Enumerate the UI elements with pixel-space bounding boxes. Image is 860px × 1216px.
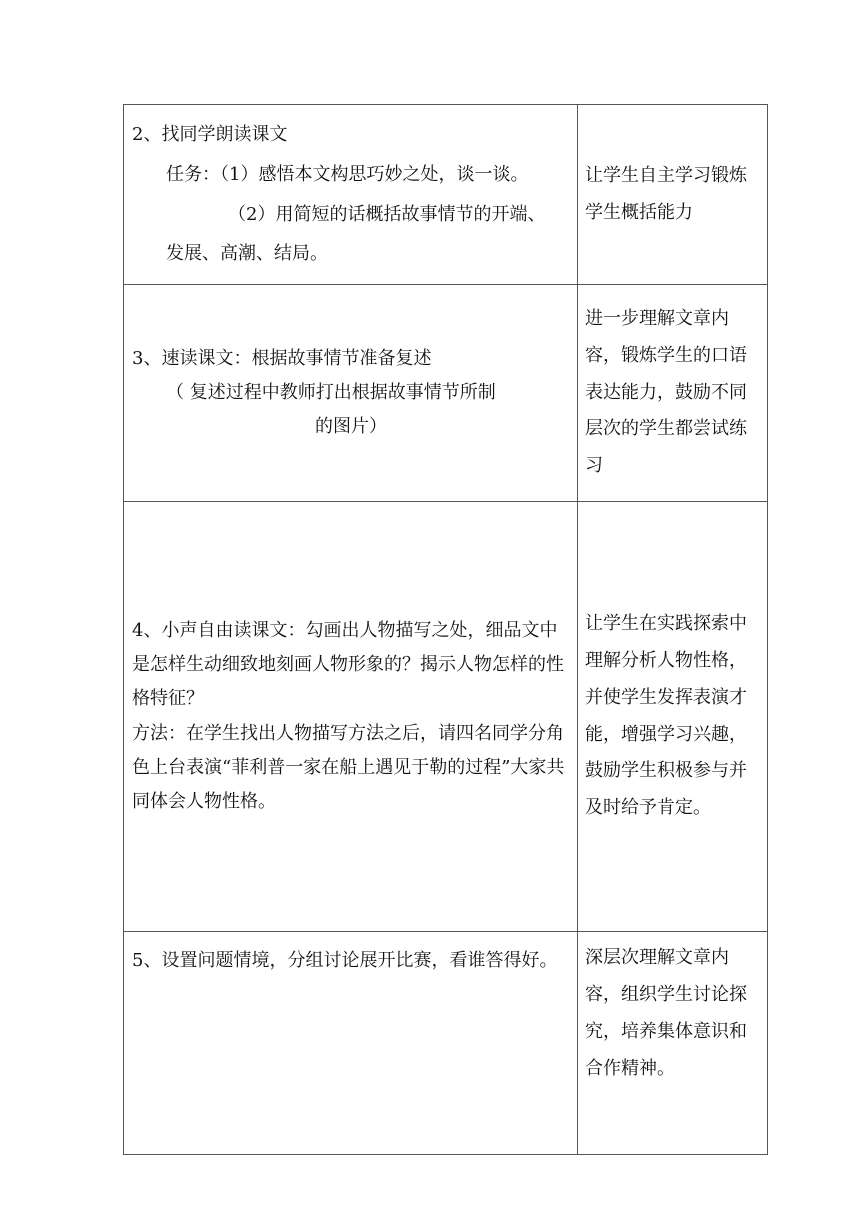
purpose-cell: 深层次理解文章内容，组织学生讨论探究，培养集体意识和合作精神。 [578,932,768,1155]
purpose-cell: 让学生在实践探索中理解分析人物性格，并使学生发挥表演才能，增强学习兴趣，鼓励学生积极参与并及时给予肯定。 [578,502,768,932]
activity-title: 2、找同学朗读课文 [132,124,288,146]
activity-method: 方法：在学生找出人物描写方法之后，请四名同学分角色上台表演“菲利普一家在船上遇见于勒的过程”大家共同体会人物性格。 [132,722,565,812]
activity-cell [124,932,578,1155]
task-line: （2）用简短的话概括故事情节的开端、 [228,203,546,225]
activity-cell [124,502,578,932]
activity-title: 3、速读课文：根据故事情节准备复述 [132,347,432,369]
purpose-cell: 进一步理解文章内容，锻炼学生的口语表达能力，鼓励不同层次的学生都尝试练习 [578,285,768,502]
activity-cell [124,285,578,502]
task-line: 发展、高潮、结局。 [166,243,328,265]
lesson-plan-table [123,104,768,1155]
activity-note: 的图片） [315,416,387,438]
table-row [124,105,768,285]
table-row [124,932,768,1155]
task-line: 任务：（1）感悟本文构思巧妙之处，谈一谈。 [166,163,529,185]
table-row [124,502,768,932]
table-row [124,285,768,502]
activity-title: 5、设置问题情境，分组讨论展开比赛，看谁答得好。 [132,950,558,971]
activity-cell [124,105,578,285]
purpose-cell: 让学生自主学习锻炼学生概括能力 [578,105,768,285]
activity-note: （ 复述过程中教师打出根据故事情节所制 [166,381,496,403]
activity-title: 4、小声自由读课文：勾画出人物描写之处，细品文中是怎样生动细致地刻画人物形象的？揭示人物怎样的性格特征？ [132,619,564,710]
